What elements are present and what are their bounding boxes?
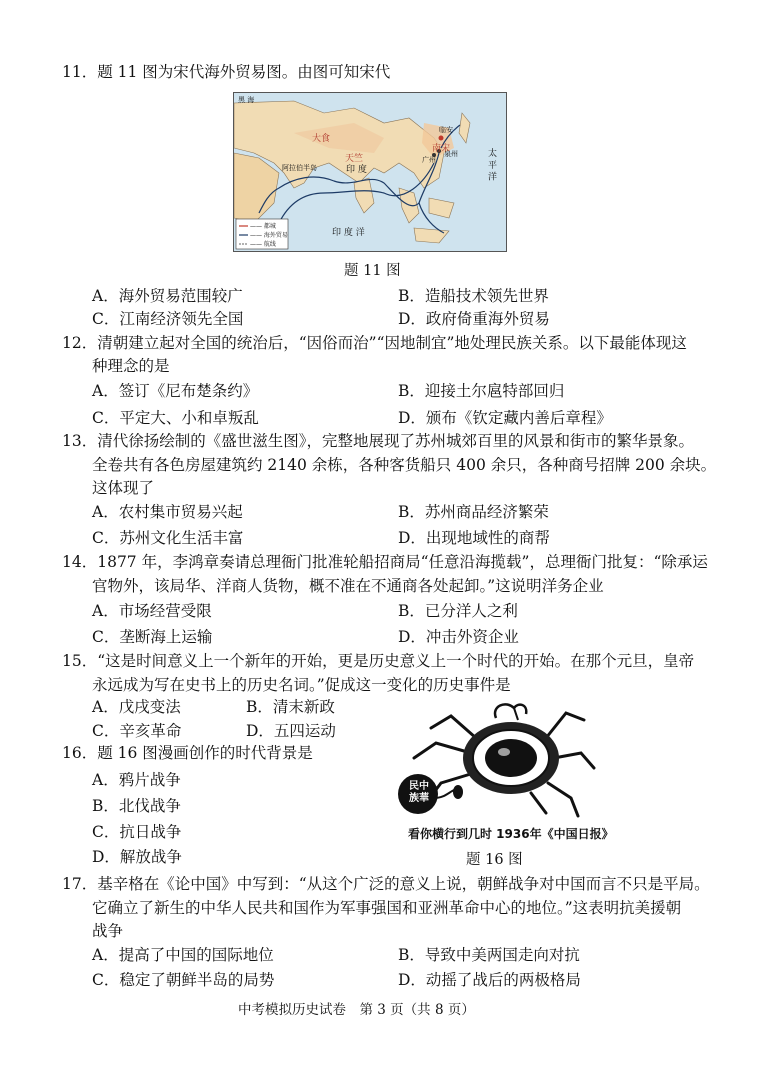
q15-option-b: B．清末新政 xyxy=(246,698,335,716)
q14-stem-line1: 14．1877 年，李鸿章奏请总理衙门批准轮船招商局“任意沿海揽载”，总理衙门批复：“除承运 xyxy=(62,553,708,571)
cartoon-label-minzu: 民中 族華 xyxy=(409,781,429,804)
q11-option-b: B．造船技术领先世界 xyxy=(398,287,549,305)
map-label-yinduyang: 印 度 洋 xyxy=(332,228,365,238)
map-label-tianzhu: 天竺 xyxy=(345,154,364,164)
map-label-guangzhou: 广州 xyxy=(422,156,436,164)
q16-option-b: B．北伐战争 xyxy=(92,797,181,815)
q14-stem-line2: 官物外，该局华、洋商人货物，概不准在不通商各处起卸。”这说明洋务企业 xyxy=(92,577,604,595)
q14-option-d: D．冲击外资企业 xyxy=(398,628,519,646)
q11-stem: 11．题 11 图为宋代海外贸易图。由图可知宋代 xyxy=(62,63,391,81)
q16-option-c: C．抗日战争 xyxy=(92,823,182,841)
q16-caption: 题 16 图 xyxy=(466,852,523,868)
q17-stem-line1: 17．基辛格在《论中国》中写到：“从这个广泛的意义上说，朝鲜战争对中国而言不只是平局。 xyxy=(62,875,710,893)
q15-stem-line1: 15．“这是时间意义上一个新年的开始，更是历史意义上一个时代的开始。在那个元旦，皇帝 xyxy=(62,652,695,670)
q12-option-d: D．颁布《钦定藏内善后章程》 xyxy=(398,409,612,427)
q13-option-a: A．农村集市贸易兴起 xyxy=(92,503,243,521)
q14-option-a: A．市场经营受限 xyxy=(92,602,212,620)
q13-option-c: C．苏州文化生活丰富 xyxy=(92,529,244,547)
map-label-linan: 临安 xyxy=(439,126,453,134)
q15-option-c: C．辛亥革命 xyxy=(92,722,182,740)
map-legend-2: —— 海外贸易 xyxy=(250,232,288,239)
q15-option-d: D．五四运动 xyxy=(246,722,336,740)
q16-option-d: D．解放战争 xyxy=(92,848,182,866)
q13-option-d: D．出现地域性的商帮 xyxy=(398,529,550,547)
q11-option-a: A．海外贸易范围较广 xyxy=(92,287,243,305)
q15-stem-line2: 永远成为写在史书上的历史名词。”促成这一变化的历史事件是 xyxy=(92,676,511,694)
map-label-quanzhou: 泉州 xyxy=(444,150,458,158)
q13-stem-line3: 这体现了 xyxy=(92,479,155,497)
q12-stem-line1: 12．清朝建立起对全国的统治后，“因俗而治”“因地制宜”地处理民族关系。以下最能体现这 xyxy=(62,334,687,352)
map-label-heihai: 黑 海 xyxy=(238,96,255,104)
map-label-yindu: 印 度 xyxy=(346,165,367,175)
q13-option-b: B．苏州商品经济繁荣 xyxy=(398,503,549,521)
map-label-alabo: 阿拉伯半岛 xyxy=(282,164,317,172)
map-legend-3: —— 航线 xyxy=(250,241,276,248)
q12-stem-line2: 种理念的是 xyxy=(92,357,170,375)
song-trade-map xyxy=(233,92,507,252)
q15-option-a: A．戊戌变法 xyxy=(92,698,181,716)
q17-stem-line3: 战争 xyxy=(92,922,124,940)
map-label-taipingyang: 太 平 洋 xyxy=(486,148,496,181)
q17-option-c: C．稳定了朝鲜半岛的局势 xyxy=(92,971,275,989)
q12-option-c: C．平定大、小和卓叛乱 xyxy=(92,409,259,427)
crab-cartoon xyxy=(396,698,602,826)
q11-option-d: D．政府倚重海外贸易 xyxy=(398,310,550,328)
q17-stem-line2: 它确立了新生的中华人民共和国作为军事强国和亚洲革命中心的地位。”这表明抗美援朝 xyxy=(92,899,682,917)
q16-option-a: A．鸦片战争 xyxy=(92,771,181,789)
map-label-nansong: 南宋 xyxy=(432,144,451,154)
crab-cartoon-graphic xyxy=(396,698,602,826)
q17-option-b: B．导致中美两国走向对抗 xyxy=(398,946,580,964)
map-label-dashi: 大食 xyxy=(312,134,331,144)
q13-stem-line1: 13．清代徐扬绘制的《盛世滋生图》，完整地展现了苏州城郊百里的风景和街市的繁华景象。 xyxy=(62,432,694,450)
q16-stem: 16．题 16 图漫画创作的时代背景是 xyxy=(62,744,313,762)
q13-stem-line2: 全卷共有各色房屋建筑约 2140 余栋，各种客货船只 400 余只，各种商号招牌 200 余块。 xyxy=(92,456,717,474)
q14-option-b: B．已分洋人之利 xyxy=(398,602,518,620)
q17-option-a: A．提高了中国的国际地位 xyxy=(92,946,274,964)
cartoon-caption: 看你横行到几时 1936年《中国日报》 xyxy=(408,827,614,841)
map-legend-1: —— 都城 xyxy=(250,223,276,230)
q11-option-c: C．江南经济领先全国 xyxy=(92,310,244,328)
q14-option-c: C．垄断海上运输 xyxy=(92,628,213,646)
page-footer: 中考模拟历史试卷 第 3 页（共 8 页） xyxy=(238,1002,475,1018)
q12-option-b: B．迎接土尔扈特部回归 xyxy=(398,382,565,400)
q11-caption: 题 11 图 xyxy=(344,263,401,279)
q17-option-d: D．动摇了战后的两极格局 xyxy=(398,971,581,989)
q12-option-a: A．签订《尼布楚条约》 xyxy=(92,382,259,400)
